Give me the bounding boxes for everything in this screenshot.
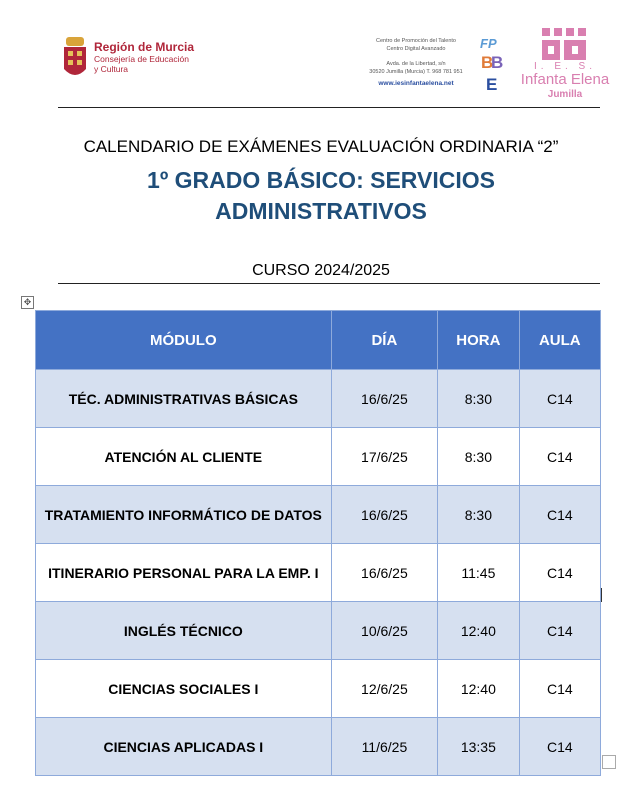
header-aula: AULA	[519, 311, 600, 370]
svg-text:B: B	[481, 53, 494, 72]
header-modulo: MÓDULO	[36, 311, 332, 370]
course-year: CURSO 2024/2025	[252, 262, 390, 279]
cell-modulo: CIENCIAS APLICADAS I	[36, 718, 332, 776]
header-rule	[58, 107, 600, 108]
cell-modulo: INGLÉS TÉCNICO	[36, 602, 332, 660]
cell-hora: 12:40	[438, 602, 519, 660]
cell-dia: 16/6/25	[331, 486, 437, 544]
ies-infanta-elena-logo	[515, 28, 615, 100]
course-rule	[58, 283, 600, 284]
table-row	[36, 544, 601, 602]
fp-program-logos	[478, 34, 512, 96]
cell-dia: 16/6/25	[331, 370, 437, 428]
program-title	[0, 165, 642, 227]
table-row	[36, 660, 601, 718]
center-line: Centro Digital Avanzado	[386, 46, 446, 53]
region-sub-2: y Cultura	[94, 63, 129, 74]
cell-modulo: ITINERARIO PERSONAL PARA LA EMP. I	[36, 544, 332, 602]
cell-dia: 12/6/25	[331, 660, 437, 718]
center-line: 30520 Jumilla (Murcia) T. 968 781 951	[369, 68, 463, 75]
school-name: Infanta Elena	[520, 71, 610, 88]
cell-aula: C14	[519, 428, 600, 486]
cell-hora: 13:35	[438, 718, 519, 776]
exam-calendar-title: CALENDARIO DE EXÁMENES EVALUACIÓN ORDINARIA “2”	[83, 137, 559, 156]
cell-modulo: TRATAMIENTO INFORMÁTICO DE DATOS	[36, 486, 332, 544]
table-row	[36, 718, 601, 776]
region-name: Región de Murcia	[94, 40, 195, 55]
cell-hora: 12:40	[438, 660, 519, 718]
cell-hora: 11:45	[438, 544, 519, 602]
school-building-icon	[542, 28, 588, 60]
region-murcia-logo	[62, 35, 194, 81]
table-row	[36, 428, 601, 486]
cell-hora: 8:30	[438, 428, 519, 486]
school-address-block	[360, 37, 472, 89]
table-row	[36, 486, 601, 544]
region-sub-1: Consejería de Educación	[94, 54, 189, 65]
cell-aula: C14	[519, 602, 600, 660]
table-row	[36, 370, 601, 428]
cell-aula: C14	[519, 544, 600, 602]
cell-dia: 17/6/25	[331, 428, 437, 486]
document-header	[0, 0, 642, 105]
cell-hora: 8:30	[438, 486, 519, 544]
move-cross-icon[interactable]: ✥	[21, 296, 34, 309]
header-hora: HORA	[438, 311, 519, 370]
program-title-line-2: ADMINISTRATIVOS	[215, 198, 427, 224]
ies-label: I. E. S.	[533, 61, 596, 72]
table-row	[36, 602, 601, 660]
cell-aula: C14	[519, 370, 600, 428]
cell-modulo: ATENCIÓN AL CLIENTE	[36, 428, 332, 486]
cell-modulo: CIENCIAS SOCIALES I	[36, 660, 332, 718]
header-dia: DÍA	[331, 311, 437, 370]
cell-dia: 10/6/25	[331, 602, 437, 660]
cell-dia: 11/6/25	[331, 718, 437, 776]
table-header-row	[36, 311, 601, 370]
svg-text:B: B	[491, 53, 504, 72]
svg-text:E: E	[486, 75, 498, 94]
exam-schedule-table	[35, 310, 601, 776]
cell-aula: C14	[519, 660, 600, 718]
cell-hora: 8:30	[438, 370, 519, 428]
cell-aula: C14	[519, 486, 600, 544]
program-title-line-1: 1º GRADO BÁSICO: SERVICIOS	[147, 167, 495, 193]
table-resize-handle[interactable]	[602, 755, 616, 769]
school-website-link[interactable]: www.iesinfantaelena.net	[378, 80, 454, 87]
cell-aula: C14	[519, 718, 600, 776]
coat-of-arms-icon	[62, 35, 88, 81]
center-line: Centro de Promoción del Talento	[375, 38, 456, 44]
cell-modulo: TÉC. ADMINISTRATIVAS BÁSICAS	[36, 370, 332, 428]
school-town: Jumilla	[547, 88, 583, 100]
text-cursor	[601, 588, 602, 602]
svg-text:FP: FP	[480, 36, 497, 51]
center-line: Avda. de la Libertad, s/n	[386, 60, 446, 67]
cell-dia: 16/6/25	[331, 544, 437, 602]
